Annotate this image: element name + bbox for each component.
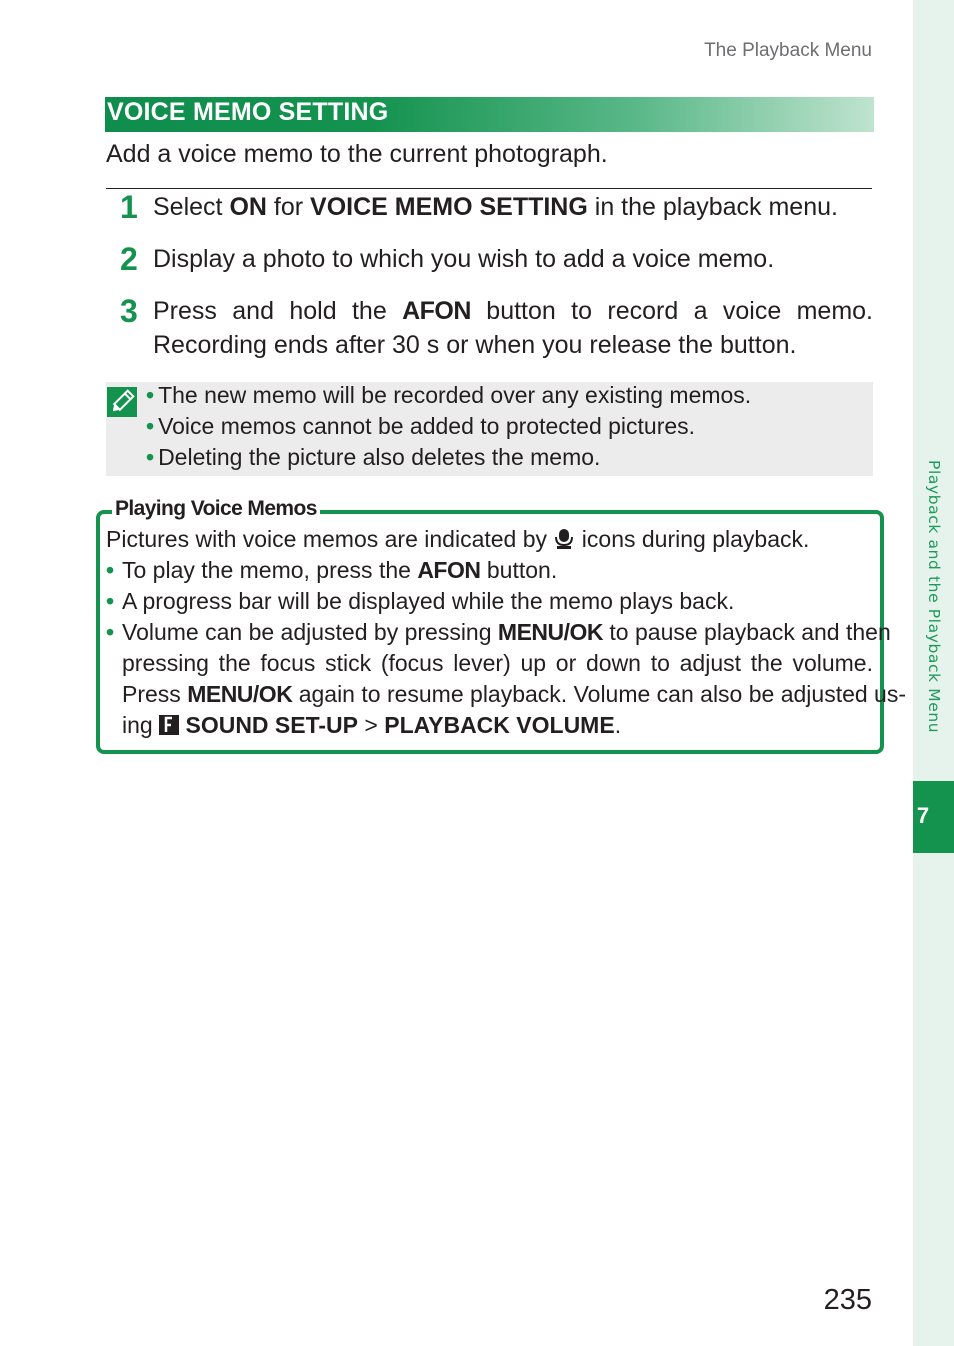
step-3-line-2: Recording ends after 30 s or when you release the button. (153, 331, 797, 359)
tip-bullet: • A progress bar will be displayed while the memo plays back. (106, 588, 735, 614)
step-number: 2 (120, 241, 138, 277)
tip-bullet: • To play the memo, press the AFON button. (106, 557, 558, 583)
tip-continuation: Press MENU/OK again to resume playback. Volume can also be adjusted us- (122, 681, 907, 707)
afon-button-label: AFON (402, 297, 471, 325)
section-title: VOICE MEMO SETTING (107, 98, 389, 126)
running-head: The Playback Menu (704, 40, 872, 61)
step-number: 3 (120, 293, 138, 329)
note-box (106, 382, 873, 476)
menu-ok-button-label: MENU/OK (497, 619, 604, 645)
side-chapter-label: Playback and the Playback Menu (925, 460, 943, 734)
tip-intro: Pictures with voice memos are indicated by icons during playback. (106, 526, 810, 552)
afon-button-label: AFON (417, 557, 481, 583)
tip-title: Playing Voice Memos (115, 497, 317, 520)
page-number: 235 (823, 1284, 872, 1316)
step-text: Select ON for VOICE MEMO SETTING in the playback menu. (153, 193, 838, 221)
intro-text: Add a voice memo to the current photograph. (106, 140, 608, 168)
menu-ok-button-label: MENU/OK (187, 681, 293, 707)
note-item: • Deleting the picture also deletes the memo. (146, 444, 601, 470)
step-number: 1 (120, 189, 138, 225)
step-3-line-1: Press and hold the AFON button to record a voice memo. (153, 297, 873, 325)
note-pencil-icon (107, 387, 137, 417)
tip-continuation: pressing the focus stick (focus lever) up or down to adjust the volume. (122, 650, 873, 676)
chapter-tab (913, 781, 954, 853)
step-text (153, 294, 873, 362)
note-item: • Voice memos cannot be added to protected pictures. (146, 413, 696, 439)
section-header-bar (105, 97, 874, 132)
chapter-number: 7 (916, 803, 930, 828)
setup-icon (159, 715, 179, 735)
tip-title-wrap (112, 497, 320, 521)
tip-bullet: • Volume can be adjusted by pressing MENU/OK to pause playback and then (106, 619, 891, 645)
voice-memo-icon (553, 528, 575, 550)
step-text: Display a photo to which you wish to add a voice memo. (153, 245, 775, 273)
note-item: • The new memo will be recorded over any existing memos. (146, 382, 752, 408)
tip-continuation: ing SOUND SET-UP > PLAYBACK VOLUME. (122, 712, 622, 738)
divider-rule (106, 188, 872, 189)
